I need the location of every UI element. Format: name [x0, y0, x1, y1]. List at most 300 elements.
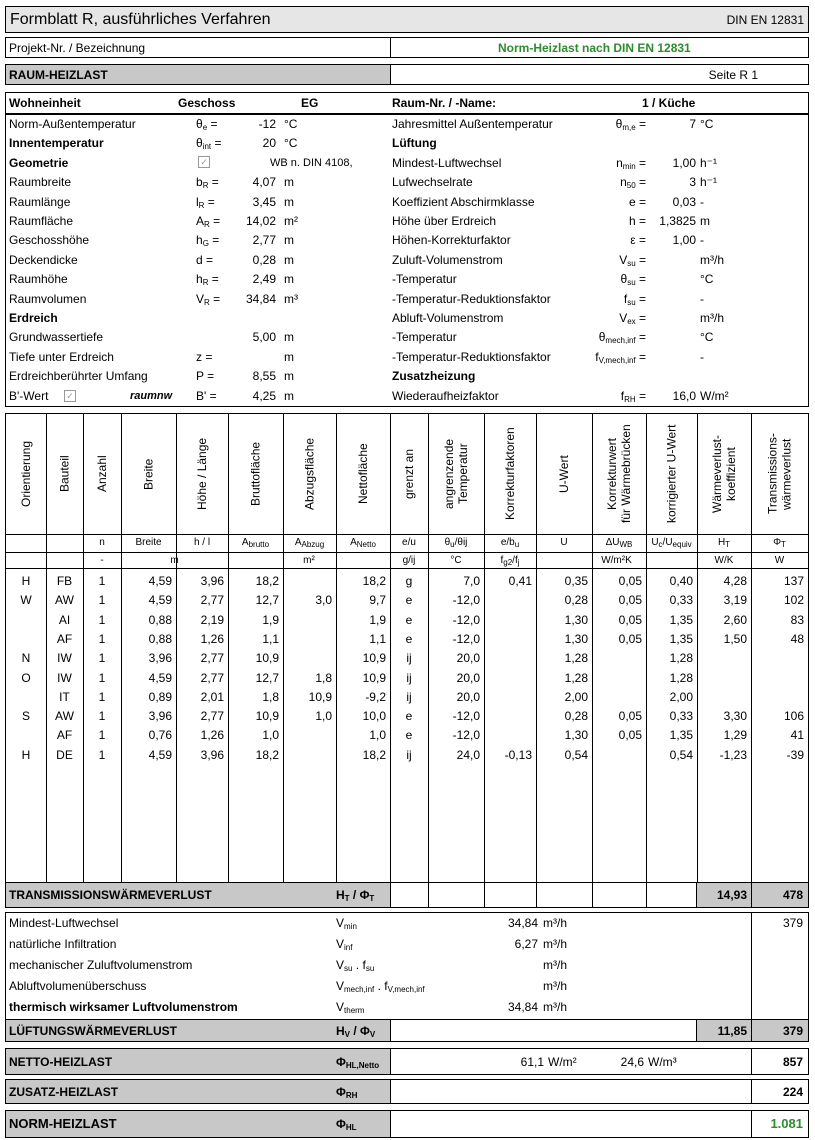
symbol-cell: Breite	[135, 537, 162, 548]
param-value: 1,00	[672, 155, 696, 170]
table-cell: 10,9	[308, 689, 332, 704]
table-cell: 18,2	[362, 747, 386, 762]
zusatz-row	[5, 1079, 809, 1104]
table-cell: 1,30	[564, 631, 588, 646]
column-header: Abzugsfläche	[302, 437, 317, 511]
table-cell: 41	[790, 728, 804, 743]
table-cell: 18,2	[255, 574, 279, 588]
table-cell: g	[405, 574, 413, 588]
column-header: Bruttofläche	[248, 441, 263, 507]
table-cell: 0,05	[618, 574, 642, 588]
table-cell: 0,33	[669, 709, 693, 724]
param-unit: m³/h	[700, 252, 724, 267]
section-title: RAUM-HEIZLAST	[9, 68, 108, 82]
ventilation-hv: 11,85	[717, 1024, 747, 1038]
vent-value: 34,84	[507, 916, 538, 930]
param-label: Raumfläche	[9, 214, 74, 228]
param-unit: h⁻¹	[700, 175, 718, 190]
table-cell: 18,2	[362, 574, 386, 588]
param-label: Erdreichberührter Umfang	[9, 369, 148, 384]
param-label: Jahresmittel Außentemperatur	[392, 117, 553, 131]
vent-unit: m³/h	[543, 916, 567, 930]
netto-symbol: $\Phi_{HL,Netto}$	[336, 1055, 380, 1070]
table-cell: 2,00	[669, 689, 693, 704]
param-symbol: $f_{su}$ =	[623, 291, 646, 307]
table-cell: -12,0	[452, 709, 480, 724]
param-label: Tiefe unter Erdreich	[9, 349, 114, 364]
table-cell: e	[405, 728, 413, 743]
table-cell: 0,41	[508, 574, 532, 588]
param-value: 5,00	[252, 330, 276, 345]
table-cell: 0,54	[564, 747, 588, 762]
vent-symbol: $V_{min}$	[336, 916, 357, 931]
geschoss-label: Geschoss	[178, 96, 236, 110]
column-header: Korrekturwert für Wärmebrücken	[605, 424, 633, 524]
vent-value: 6,27	[514, 937, 538, 951]
table-cell: 1,8	[315, 670, 332, 685]
param-unit: m	[284, 388, 294, 403]
table-cell: 3,96	[148, 651, 172, 666]
vent-label: natürliche Infiltration	[9, 937, 117, 951]
table-cell: 20,0	[456, 670, 480, 685]
param-label: -Temperatur	[392, 272, 457, 287]
check-icon: ✓	[198, 156, 210, 168]
table-cell: 1	[98, 670, 106, 685]
table-cell: 2,77	[200, 593, 224, 608]
project-row	[5, 37, 809, 58]
table-cell: 2,77	[200, 670, 224, 685]
netto-area-value: 61,1	[520, 1055, 544, 1069]
param-value: 8,55	[252, 369, 276, 384]
netto-area-unit: W/m²	[548, 1055, 577, 1069]
table-cell: 10,0	[362, 709, 386, 724]
param-value: 4,25	[252, 388, 276, 403]
table-cell: 10,9	[362, 651, 386, 666]
zusatz-symbol: $\Phi_{RH}$	[336, 1085, 358, 1100]
ventilation-label: LÜFTUNGSWÄRMEVERLUST	[9, 1024, 177, 1038]
column-header: Transmissions- wärmeverlust	[765, 433, 794, 515]
unit-cell: W	[774, 555, 785, 566]
vent-label: mechanischer Zuluftvolumenstrom	[9, 958, 193, 972]
symbol-cell: $A_{Netto}$	[350, 537, 376, 549]
param-unit: °C	[700, 330, 714, 345]
table-cell: 10,9	[255, 709, 279, 724]
param-unit: -	[700, 349, 704, 364]
table-cell: 1	[98, 689, 106, 704]
param-label: Wiederaufheizfaktor	[392, 388, 499, 403]
table-cell: H	[21, 574, 31, 588]
param-value: WB n. DIN 4108,	[270, 156, 353, 169]
symbol-cell: e/u	[402, 537, 416, 548]
table-cell: 3,96	[200, 747, 224, 762]
vent-label: thermisch wirksamer Luftvolumenstrom	[9, 1000, 238, 1014]
column-header: Orientierung	[19, 440, 33, 508]
table-cell: 0,28	[564, 593, 588, 608]
table-cell: 0,28	[564, 709, 588, 724]
param-label: Zusatzheizung	[392, 369, 476, 384]
table-cell: 7,0	[463, 574, 480, 588]
table-cell: 1,26	[200, 631, 224, 646]
param-label: -Temperatur-Reduktionsfaktor	[392, 349, 551, 364]
param-label: Mindest-Luftwechsel	[392, 155, 502, 170]
unit-cell: m²	[303, 555, 315, 566]
param-unit: °C	[284, 136, 298, 151]
norm-label: NORM-HEIZLAST	[9, 1116, 117, 1131]
table-cell: H	[21, 747, 31, 762]
table-cell: AF	[56, 728, 73, 743]
table-cell: 0,88	[148, 631, 172, 646]
unit-row	[5, 92, 809, 114]
wohneinheit-label: Wohneinheit	[9, 96, 81, 110]
param-unit: °C	[284, 117, 298, 131]
vent-label: Mindest-Luftwechsel	[9, 916, 119, 930]
param-symbol: $n_{min}$ =	[616, 155, 646, 171]
table-cell: 1,8	[262, 689, 279, 704]
param-value: 1,3825	[659, 214, 696, 228]
row-divider	[6, 534, 808, 535]
table-cell: 2,77	[200, 709, 224, 724]
table-cell: W	[20, 593, 32, 608]
unit-cell: m	[170, 555, 179, 566]
table-cell: 0,05	[618, 709, 642, 724]
table-cell: 3,96	[200, 574, 224, 588]
table-cell: 18,2	[255, 747, 279, 762]
param-unit: m³/h	[700, 311, 724, 325]
table-cell: 4,59	[148, 574, 172, 588]
table-cell: e	[405, 631, 413, 646]
transmission-ht: 14,93	[716, 888, 747, 902]
vent-symbol: $V_{mech,inf}$ . $f_{V,mech,inf}$	[336, 979, 425, 994]
symbol-cell: h / l	[193, 537, 211, 548]
param-value: 0,28	[252, 252, 276, 267]
column-header: Nettofläche	[356, 443, 370, 505]
vent-watt: 379	[782, 916, 803, 930]
param-value: 1,00	[672, 233, 696, 248]
column-header: Korrekturfaktoren	[503, 427, 517, 521]
table-cell: ij	[406, 747, 412, 762]
param-label: Raumhöhe	[9, 272, 68, 287]
table-cell: 2,01	[200, 689, 224, 704]
table-cell: AW	[55, 593, 74, 608]
param-symbol: h =	[628, 214, 646, 228]
table-cell: AW	[55, 709, 74, 724]
param-label: Höhen-Korrekturfaktor	[392, 233, 511, 248]
unit-cell: W/K	[714, 555, 734, 566]
vent-unit: m³/h	[543, 1000, 567, 1014]
table-cell: ij	[406, 670, 412, 685]
symbol-cell: $e/b_u$	[500, 537, 520, 549]
param-unit: m	[284, 194, 294, 209]
param-value: 16,0	[672, 388, 696, 403]
table-cell: 1,30	[564, 612, 588, 627]
param-value: 14,02	[245, 214, 276, 228]
table-cell: -12,0	[452, 612, 480, 627]
table-cell: 4,59	[148, 747, 172, 762]
table-cell: 0,05	[618, 728, 642, 743]
table-cell: ij	[406, 651, 412, 666]
param-symbol: $V_{ex}$ =	[619, 311, 646, 326]
param-unit: °C	[700, 272, 714, 287]
table-cell: -0,13	[504, 747, 532, 762]
netto-phi: 857	[782, 1055, 803, 1069]
param-value: 4,07	[252, 175, 276, 190]
param-value: 3	[689, 175, 696, 190]
param-symbol: $\theta_{mech,inf}$ =	[598, 330, 646, 346]
table-cell: O	[21, 670, 31, 685]
table-cell: N	[21, 651, 31, 666]
table-cell: 1,26	[200, 728, 224, 743]
table-cell: -9,2	[365, 689, 386, 704]
transmission-phi: 478	[782, 888, 803, 902]
vent-label: Abluftvolumenüberschuss	[9, 979, 147, 993]
param-unit: °C	[700, 117, 714, 131]
table-cell: 0,88	[148, 612, 172, 627]
table-cell: 1,28	[564, 651, 588, 666]
param-unit: m	[284, 175, 294, 190]
param-symbol: $A_R$ =	[196, 214, 221, 229]
table-cell: 0,40	[669, 574, 693, 588]
table-cell: 102	[783, 593, 804, 608]
param-symbol: $h_R$ =	[196, 272, 219, 288]
table-cell: -1,23	[719, 747, 747, 762]
vent-unit: m³/h	[543, 958, 567, 972]
table-cell: 137	[783, 574, 804, 588]
param-value: 3,45	[252, 194, 276, 209]
param-unit: m	[284, 330, 294, 345]
param-unit: -	[700, 233, 704, 248]
symbol-cell: $\Phi_T$	[773, 537, 786, 549]
vent-unit: m³/h	[543, 937, 567, 951]
table-cell: 1,0	[369, 728, 386, 743]
param-label: Norm-Außentemperatur	[9, 117, 136, 131]
param-label: Raumbreite	[9, 175, 72, 190]
symbol-cell: U	[560, 537, 568, 548]
param-symbol: $V_{su}$ =	[619, 252, 646, 268]
table-cell: 1,35	[669, 728, 693, 743]
table-cell: 10,9	[362, 670, 386, 685]
table-cell: 1	[98, 612, 106, 627]
param-label: Geschosshöhe	[9, 233, 90, 248]
table-cell: 1,1	[369, 631, 386, 646]
table-cell: 1	[98, 651, 106, 666]
table-cell: 4,59	[148, 670, 172, 685]
param-unit: -	[700, 291, 704, 306]
table-cell: 0,76	[148, 728, 172, 743]
table-cell: 1,1	[262, 631, 279, 646]
symbol-cell: $H_T$	[717, 537, 731, 549]
table-cell: e	[405, 709, 413, 724]
table-cell: 2,60	[723, 612, 747, 627]
table-cell: 1	[98, 709, 106, 724]
zusatz-label: ZUSATZ-HEIZLAST	[9, 1085, 119, 1099]
param-value: 7	[689, 117, 696, 131]
table-cell: 20,0	[456, 689, 480, 704]
norm-label: DIN EN 12831	[726, 13, 804, 27]
project-label: Projekt-Nr. / Bezeichnung	[9, 41, 146, 55]
unit-cell: $f_{g2}/f_j$	[500, 555, 520, 567]
ventilation-phi: 379	[782, 1024, 803, 1038]
table-cell: 20,0	[456, 651, 480, 666]
param-label: Geometrie	[9, 155, 69, 170]
table-cell: 1,0	[315, 709, 332, 724]
page-number: Seite R 1	[708, 68, 758, 82]
param-unit: m	[284, 233, 294, 248]
table-cell: AF	[56, 631, 73, 646]
table-cell: e	[405, 612, 413, 627]
param-symbol: $b_R$ =	[196, 175, 219, 191]
table-cell: 1	[98, 593, 106, 608]
raumnw-logo: raumnw	[130, 389, 173, 402]
param-symbol: $f_{RH}$ =	[620, 388, 646, 404]
param-unit: h⁻¹	[700, 155, 718, 170]
column-header: Bauteil	[57, 455, 72, 493]
column-header: U-Wert	[557, 455, 571, 493]
param-label: Deckendicke	[9, 252, 78, 267]
table-cell: 1,28	[669, 651, 693, 666]
symbol-cell: $U_c/U_{equiv}$	[651, 537, 692, 549]
table-cell: 2,77	[200, 651, 224, 666]
norm-symbol: $\Phi_{HL}$	[336, 1117, 357, 1132]
transmission-label: TRANSMISSIONSWÄRMEVERLUST	[9, 888, 212, 902]
ventilation-total	[5, 1019, 809, 1042]
table-cell: 1,28	[564, 670, 588, 685]
table-cell: 1,9	[262, 612, 279, 627]
table-cell: 2,19	[200, 612, 224, 627]
param-value: 2,77	[252, 233, 276, 248]
param-unit: m	[284, 369, 294, 384]
param-unit: -	[700, 194, 704, 209]
symbol-cell: n	[99, 537, 105, 548]
param-unit: m³	[284, 291, 298, 306]
column-header: korrigierter U-Wert	[664, 424, 679, 524]
param-symbol: d =	[196, 252, 214, 267]
table-cell: 1,50	[723, 631, 747, 646]
norm-phi: 1.081	[770, 1116, 803, 1131]
project-value: Norm-Heizlast nach DIN EN 12831	[498, 41, 691, 55]
table-cell: IT	[59, 689, 70, 704]
row-divider	[6, 552, 808, 553]
table-cell: 1	[98, 747, 106, 762]
table-cell: 3,30	[723, 709, 747, 724]
parameter-block	[5, 114, 809, 407]
row-divider	[6, 568, 808, 569]
column-header: Breite	[141, 458, 156, 490]
unit-cell: g/ij	[402, 555, 416, 566]
param-label: Koeffizient Abschirmklasse	[392, 194, 535, 209]
netto-volume-unit: W/m³	[648, 1055, 677, 1069]
transmission-symbol: $H_T / \Phi_T$	[336, 888, 375, 903]
table-cell: 1	[98, 728, 106, 743]
param-value: 34,84	[245, 291, 276, 306]
param-label: Raumlänge	[9, 194, 71, 209]
table-cell: 0,05	[618, 593, 642, 608]
param-value: 2,49	[252, 272, 276, 287]
param-value: 0,03	[672, 194, 696, 209]
table-cell: 1,30	[564, 728, 588, 743]
param-label: Grundwassertiefe	[9, 330, 104, 345]
param-symbol: B' =	[196, 388, 217, 403]
check-icon: ✓	[64, 390, 76, 402]
section-row	[5, 64, 809, 85]
param-label: Innentemperatur	[9, 136, 104, 151]
table-cell: 1,35	[669, 631, 693, 646]
table-cell: 106	[783, 709, 804, 724]
table-cell: 1,35	[669, 612, 693, 627]
symbol-cell: $A_{brutto}$	[241, 537, 270, 549]
param-label: -Temperatur	[392, 330, 457, 345]
column-header: grenzt an	[402, 448, 416, 500]
column-header: angrenzende Temperatur	[442, 438, 470, 510]
table-cell: 10,9	[255, 651, 279, 666]
table-cell: 1	[98, 631, 106, 646]
table-cell: 24,0	[456, 747, 480, 762]
table-cell: IW	[57, 651, 72, 666]
vent-symbol: $V_{su}$ . $f_{su}$	[336, 958, 375, 973]
param-unit: m²	[284, 214, 298, 228]
param-symbol: $l_R$ =	[196, 194, 215, 210]
table-cell: 3,0	[315, 593, 332, 608]
param-label: Lufwechselrate	[392, 175, 473, 190]
ventilation-symbol: $H_V / \Phi_V$	[336, 1024, 376, 1039]
param-symbol: $h_G$ =	[196, 233, 220, 249]
column-header: Höhe / Länge	[195, 437, 209, 511]
table-cell: e	[405, 593, 413, 608]
unit-cell: °C	[450, 555, 462, 566]
table-cell: -12,0	[452, 631, 480, 646]
table-cell: 1,0	[262, 728, 279, 743]
param-unit: m	[284, 252, 294, 267]
table-cell: AI	[58, 612, 71, 627]
unit-cell: W/m²K	[601, 555, 632, 566]
table-cell: 1,9	[369, 612, 386, 627]
table-cell: DE	[56, 747, 73, 762]
param-symbol: e =	[628, 194, 646, 209]
transmission-total	[5, 882, 809, 908]
param-unit: m	[700, 214, 710, 228]
table-cell: S	[21, 709, 30, 724]
table-cell: 0,89	[148, 689, 172, 704]
unit-cell: -	[100, 555, 104, 566]
netto-volume-value: 24,6	[620, 1055, 644, 1069]
symbol-cell: $\Delta U_{WB}$	[605, 537, 633, 549]
column-header: Wärmeverlust- koeffizient	[710, 435, 738, 514]
param-value: 20	[262, 136, 276, 151]
table-cell: 83	[790, 612, 804, 627]
raum-label: Raum-Nr. / -Name:	[392, 96, 497, 110]
table-cell: 12,7	[255, 593, 279, 608]
table-cell: ij	[406, 689, 412, 704]
raum-value: 1 / Küche	[642, 96, 696, 110]
symbol-cell: $A_{Abzug}$	[294, 537, 325, 549]
param-label: -Temperatur-Reduktionsfaktor	[392, 291, 551, 306]
param-symbol: $V_R$ =	[196, 291, 221, 307]
param-symbol: P =	[196, 369, 215, 384]
param-label: B'-Wert	[9, 388, 49, 403]
table-cell: 48	[790, 631, 804, 646]
vent-value: 34,84	[507, 1000, 538, 1014]
zusatz-phi: 224	[782, 1085, 803, 1099]
param-unit: m	[284, 272, 294, 287]
vent-symbol: $V_{therm}$	[336, 1000, 365, 1015]
table-cell: 4,59	[148, 593, 172, 608]
param-label: Raumvolumen	[9, 291, 87, 306]
table-cell: 9,7	[369, 593, 386, 608]
table-cell: IW	[57, 670, 72, 685]
param-symbol: ε =	[630, 233, 646, 248]
param-unit: m	[284, 349, 294, 364]
form-title: Formblatt R, ausführliches Verfahren	[10, 11, 271, 28]
param-symbol: z =	[196, 349, 213, 364]
